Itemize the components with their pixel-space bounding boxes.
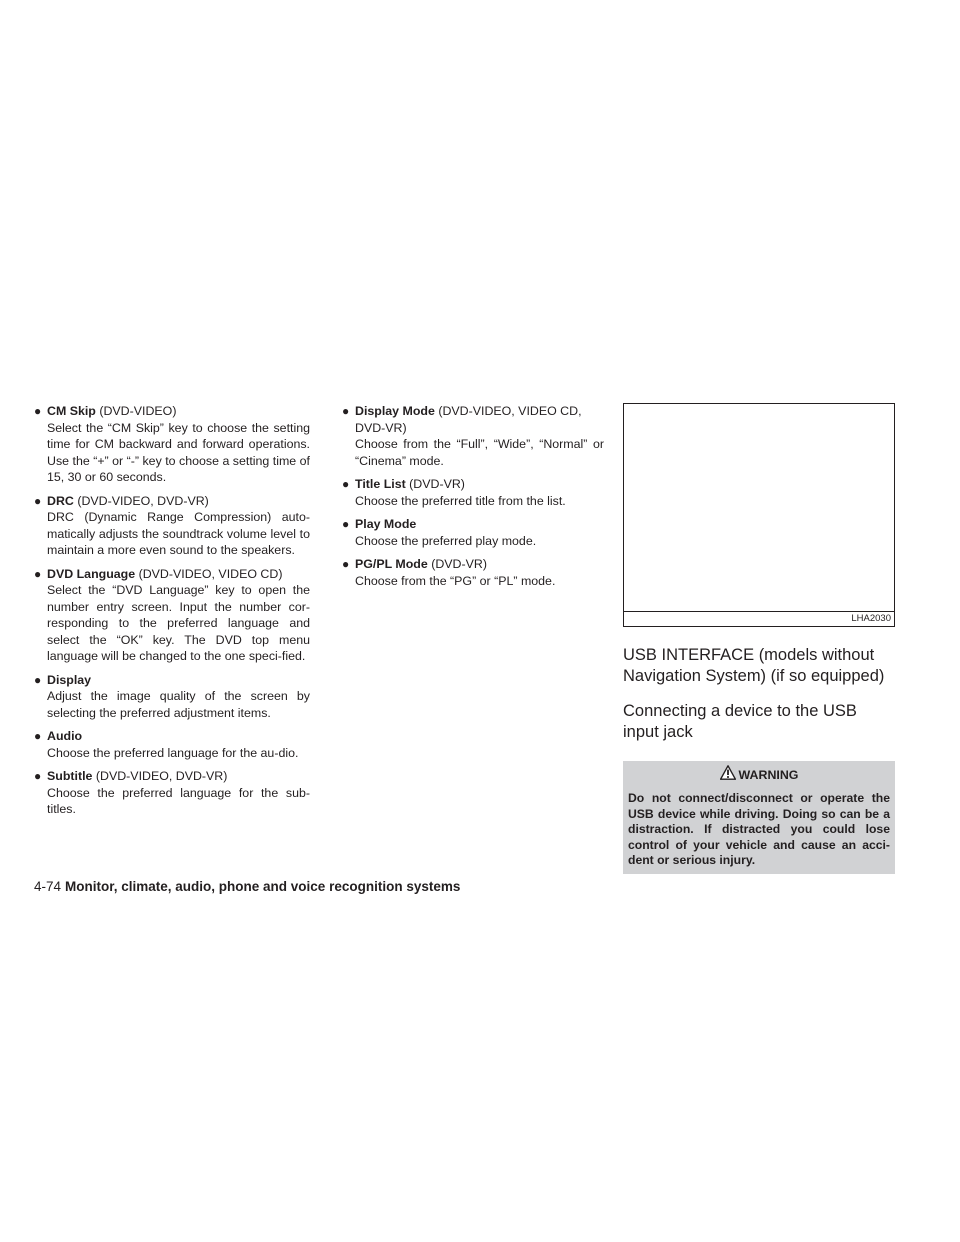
item-desc: Choose from the “PG” or “PL” mode. — [355, 573, 556, 588]
bullet: ● — [34, 493, 42, 508]
item-term: CM Skip — [47, 404, 96, 418]
column-middle — [342, 403, 604, 596]
item-desc: DRC (Dynamic Range Compression) auto-matically adjusts the soundtrack volume level to maintain a more even sound to the speakers. — [47, 510, 310, 557]
item-term: DVD Language — [47, 566, 136, 581]
item-desc: Adjust the image quality of the screen by selecting the preferred adjustment items. — [47, 689, 310, 720]
bullet: ● — [34, 729, 42, 743]
list-item — [34, 768, 310, 818]
item-desc: Choose the preferred play mode. — [355, 533, 537, 548]
figure-caption-rule — [624, 611, 894, 612]
warning-box — [623, 761, 895, 874]
list-item — [34, 493, 310, 559]
list-item — [34, 566, 310, 665]
subsection-heading: Connecting a device to the USB input jack — [623, 702, 857, 741]
bullet: ● — [34, 672, 42, 687]
list-item — [342, 516, 604, 549]
item-term: Subtitle — [47, 769, 93, 783]
section-heading: USB INTERFACE (models without Navigation System) (if so equipped) — [623, 646, 885, 685]
bullet: ● — [34, 769, 42, 783]
warning-triangle-icon — [720, 765, 736, 785]
illustration-figure — [623, 403, 895, 627]
bullet: ● — [342, 477, 350, 491]
bullet: ● — [34, 404, 42, 418]
warning-header — [627, 765, 891, 785]
column-left — [34, 403, 310, 825]
chapter-title: Monitor, climate, audio, phone and voice recognition systems — [65, 879, 461, 894]
page-number: 4-74 — [34, 879, 62, 894]
list-item — [342, 556, 604, 589]
item-term: DRC — [47, 493, 74, 508]
item-sub: (DVD-VIDEO, VIDEO CD) — [138, 566, 283, 581]
bullet: ● — [34, 566, 42, 581]
bullet: ● — [342, 557, 350, 571]
item-desc: Select the “CM Skip” key to choose the setting time for CM backward and forward operations. Use the “+” or “-” key to choose a setting time of 15, 30 or 60 seconds. — [47, 420, 310, 484]
item-desc: Choose the preferred language for the sub-titles. — [47, 785, 310, 816]
item-sub: (DVD-VIDEO, DVD-VR) — [77, 493, 209, 508]
warning-title: WARNING — [738, 767, 799, 782]
item-desc: Choose the preferred title from the list. — [355, 493, 566, 508]
list-item — [342, 476, 604, 509]
item-sub: (DVD-VR) — [431, 557, 487, 571]
item-term: Display Mode — [355, 404, 435, 418]
item-desc: Choose the preferred language for the au-dio. — [47, 745, 299, 760]
item-desc: Choose from the “Full”, “Wide”, “Normal” or “Cinema” mode. — [355, 437, 604, 468]
item-sub: (DVD-VIDEO, DVD-VR) — [95, 769, 228, 783]
bullet: ● — [342, 517, 350, 531]
column-right — [623, 403, 895, 874]
item-sub: (DVD-VIDEO, VIDEO CD, DVD-VR) — [355, 404, 582, 435]
page-footer — [34, 878, 460, 895]
item-sub: (DVD-VR) — [409, 477, 465, 491]
bullet: ● — [342, 404, 350, 418]
item-term: Display — [47, 672, 92, 687]
warning-text: Do not connect/disconnect or operate the USB device while driving. Doing so can be a distraction. If distracted you could lose control of your vehicle and cause an acci-dent or serious injury. — [628, 791, 890, 867]
item-desc: Select the “DVD Language” key to open the number entry screen. Input the number cor-responding to the preferred language and select the “OK” key. The DVD top menu language will be changed to the one speci-fied. — [47, 583, 310, 663]
list-item — [342, 403, 604, 469]
item-term: Audio — [47, 729, 83, 743]
figure-label: LHA2030 — [851, 613, 891, 624]
item-term: Title List — [355, 477, 406, 491]
list-item — [34, 728, 310, 761]
item-sub: (DVD-VIDEO) — [99, 404, 177, 418]
list-item — [34, 672, 310, 722]
item-term: PG/PL Mode — [355, 557, 428, 571]
list-item — [34, 403, 310, 486]
item-term: Play Mode — [355, 517, 417, 531]
